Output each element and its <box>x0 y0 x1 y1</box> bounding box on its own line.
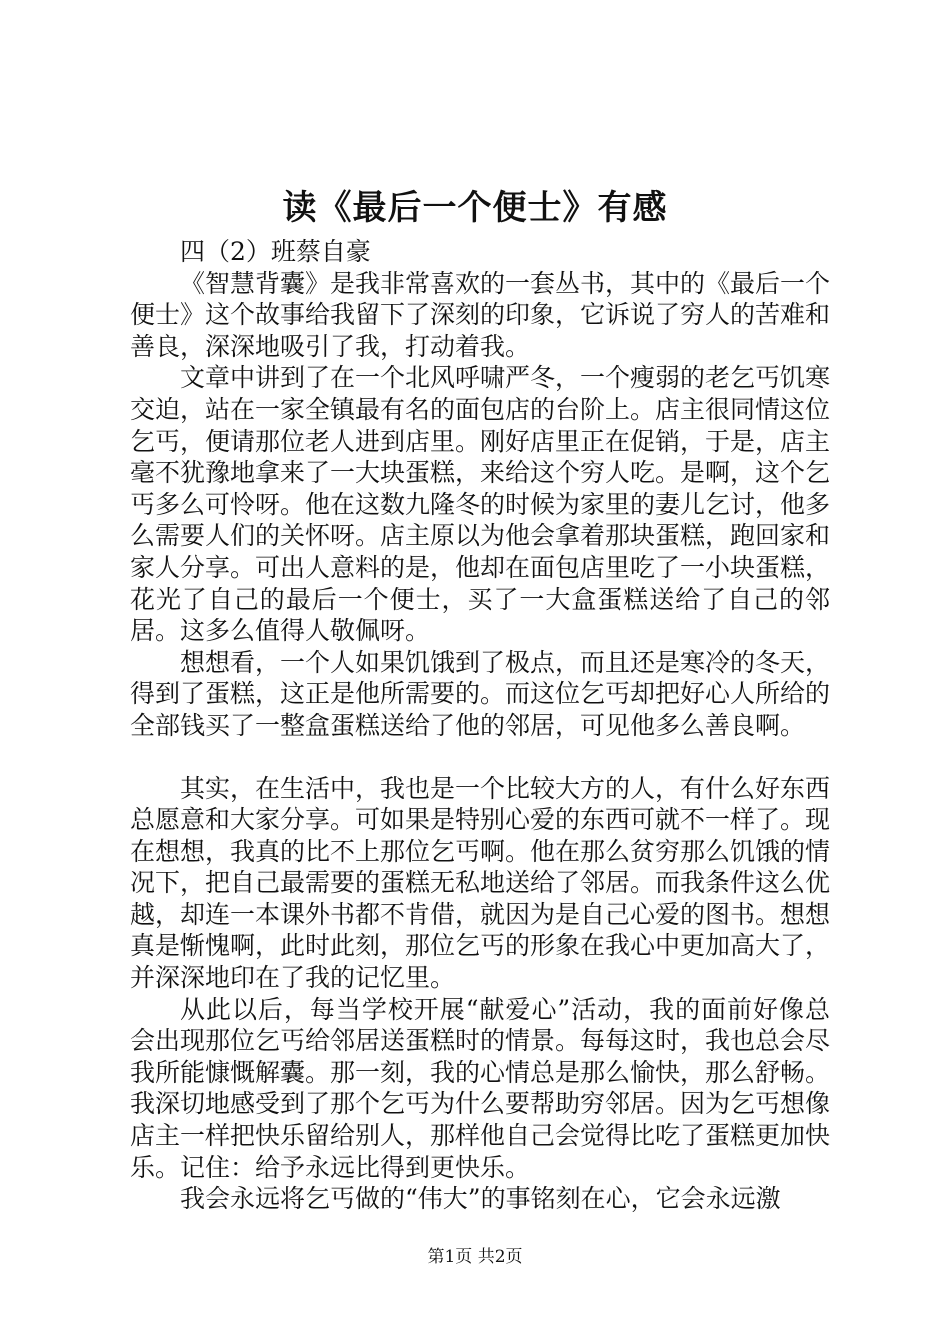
author-byline: 四（2）班蔡自豪 <box>180 237 371 266</box>
paragraph-2: 文章中讲到了在一个北风呼啸严冬，一个瘦弱的老乞丐饥寒交迫，站在一家全镇最有名的面包店的台阶上。店主很同情这位乞丐，便请那位老人进到店里。刚好店里正在促销，于是，店主毫不犹豫地拿来了一大块蛋糕，来给这个穷人吃。是啊，这个乞丐多么可怜呀。他在这数九隆冬的时候为家里的妻儿乞讨，他多么需要人们的关怀呀。店主原以为他会拿着那块蛋糕，跑回家和家人分享。可出人意料的是，他却在面包店里吃了一小块蛋糕，花光了自己的最后一个便士，买了一大盒蛋糕送给了自己的邻居。这多么值得人敬佩呀。 <box>130 363 831 646</box>
paragraph-6: 我会永远将乞丐做的“伟大”的事铭刻在心，它会永远激 <box>180 1184 781 1214</box>
document-body <box>130 236 830 1215</box>
page-number-footer: 第1页 共2页 <box>427 1247 523 1267</box>
paragraph-3: 想想看，一个人如果饥饿到了极点，而且还是寒冷的冬天，得到了蛋糕，这正是他所需要的。而这位乞丐却把好心人所给的全部钱买了一整盒蛋糕送给了他的邻居，可见他多么善良啊。 <box>130 647 831 740</box>
document-title: 读《最后一个便士》有感 <box>282 188 668 228</box>
paragraph-5: 从此以后，每当学校开展“献爱心”活动，我的面前好像总会出现那位乞丐给邻居送蛋糕时的情景。每每这时，我也总会尽我所能慷慨解囊。那一刻，我的心情总是那么愉快，那么舒畅。我深切地感受到了那个乞丐为什么要帮助穷邻居。因为乞丐想像店主一样把快乐留给别人，那样他自己会觉得比吃了蛋糕更加快乐。记住：给予永远比得到更快乐。 <box>130 994 831 1182</box>
paragraph-1: 《智慧背囊》是我非常喜欢的一套丛书，其中的《最后一个便士》这个故事给我留下了深刻的印象，它诉说了穷人的苦难和善良，深深地吸引了我，打动着我。 <box>130 268 831 361</box>
paragraph-4: 其实，在生活中，我也是一个比较大方的人，有什么好东西总愿意和大家分享。可如果是特别心爱的东西可就不一样了。现在想想，我真的比不上那位乞丐啊。他在那么贫穷那么饥饿的情况下，把自己最需要的蛋糕无私地送给了邻居。而我条件这么优越，却连一本课外书都不肯借，就因为是自己心爱的图书。想想真是惭愧啊，此时此刻，那位乞丐的形象在我心中更加高大了，并深深地印在了我的记忆里。 <box>130 773 831 993</box>
